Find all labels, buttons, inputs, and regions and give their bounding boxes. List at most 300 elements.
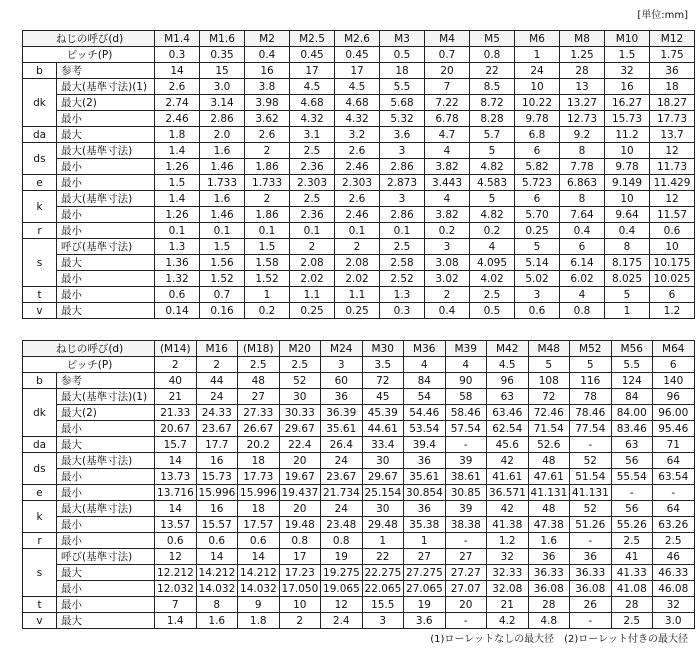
value-cell: 2 (155, 357, 197, 373)
symbol-cell: e (23, 175, 57, 191)
value-cell: 14 (155, 453, 197, 469)
table-row (23, 437, 695, 453)
value-cell: 1.4 (155, 191, 200, 207)
value-cell: 3 (362, 613, 404, 629)
value-cell: 4 (425, 143, 470, 159)
value-cell: 27 (445, 549, 487, 565)
value-cell: 44 (196, 373, 238, 389)
value-cell: 36 (650, 63, 695, 79)
value-cell: 2.5 (238, 357, 280, 373)
value-cell: 5.5 (380, 79, 425, 95)
item-label: 最小 (57, 581, 155, 597)
value-cell: 32 (605, 63, 650, 79)
value-cell: 0.6 (650, 223, 695, 239)
value-cell: 3 (515, 287, 560, 303)
value-cell: 116 (570, 373, 612, 389)
value-cell: 16 (605, 79, 650, 95)
value-cell: 16 (245, 63, 290, 79)
value-cell: 7.64 (560, 207, 605, 223)
value-cell: 25.154 (362, 485, 404, 501)
value-cell: 96 (653, 389, 695, 405)
header-label: ねじの呼び(d) (23, 31, 155, 47)
value-cell: 0.3 (380, 303, 425, 319)
table-row (23, 255, 695, 271)
value-cell: 39 (445, 501, 487, 517)
table-row (23, 517, 695, 533)
value-cell: 48 (238, 373, 280, 389)
value-cell: 2.5 (380, 239, 425, 255)
value-cell: 4.32 (290, 111, 335, 127)
item-label: 最大(基準寸法)(1) (57, 389, 155, 405)
value-cell: 12 (650, 191, 695, 207)
value-cell: 29.67 (279, 421, 321, 437)
value-cell: 2.36 (290, 159, 335, 175)
value-cell: 38.38 (445, 517, 487, 533)
table-row (23, 79, 695, 95)
size-header: M52 (570, 341, 612, 357)
value-cell: 2.6 (245, 127, 290, 143)
value-cell: 56 (611, 501, 653, 517)
table-row (23, 533, 695, 549)
size-header: M39 (445, 341, 487, 357)
value-cell: 0.8 (321, 533, 363, 549)
value-cell: 2.74 (155, 95, 200, 111)
value-cell: 8 (560, 143, 605, 159)
value-cell: 5 (605, 287, 650, 303)
value-cell: 8.025 (605, 271, 650, 287)
value-cell: 0.6 (515, 303, 560, 319)
value-cell: 2.5 (611, 533, 653, 549)
value-cell: 5.82 (515, 159, 560, 175)
value-cell: 44.61 (362, 421, 404, 437)
value-cell: - (653, 485, 695, 501)
value-cell: 3.0 (200, 79, 245, 95)
value-cell: 2.4 (321, 613, 363, 629)
value-cell: 8 (605, 239, 650, 255)
value-cell: 41.131 (570, 485, 612, 501)
value-cell: 4.82 (470, 207, 515, 223)
value-cell: 36 (321, 389, 363, 405)
value-cell: 96 (487, 373, 529, 389)
item-label: 呼び(基準寸法) (57, 549, 155, 565)
value-cell: 13.57 (155, 517, 197, 533)
value-cell: 6.14 (560, 255, 605, 271)
value-cell: 13 (560, 79, 605, 95)
value-cell: 36.08 (570, 581, 612, 597)
value-cell: 1.1 (335, 287, 380, 303)
value-cell: 0.5 (470, 303, 515, 319)
value-cell: - (445, 613, 487, 629)
value-cell: 4.32 (335, 111, 380, 127)
item-label: 最大(基準寸法) (57, 501, 155, 517)
value-cell: 8.28 (470, 111, 515, 127)
value-cell: 0.45 (290, 47, 335, 63)
value-cell: 2 (196, 357, 238, 373)
value-cell: 78 (570, 389, 612, 405)
value-cell: - (570, 533, 612, 549)
value-cell: 15.996 (238, 485, 280, 501)
value-cell: 13.27 (560, 95, 605, 111)
value-cell: 57.54 (445, 421, 487, 437)
value-cell: 5 (470, 191, 515, 207)
value-cell: 10.22 (515, 95, 560, 111)
value-cell: 4.5 (290, 79, 335, 95)
value-cell: 62.54 (487, 421, 529, 437)
header-label: ピッチ(P) (23, 47, 155, 63)
size-header: M2.6 (335, 31, 380, 47)
table-row (23, 389, 695, 405)
value-cell: 13.7 (650, 127, 695, 143)
value-cell: 36.33 (570, 565, 612, 581)
value-cell: 83.46 (611, 421, 653, 437)
value-cell: - (445, 533, 487, 549)
size-header: M20 (279, 341, 321, 357)
value-cell: 18 (650, 79, 695, 95)
value-cell: 32.33 (487, 565, 529, 581)
value-cell: 2.02 (290, 271, 335, 287)
value-cell: 18 (380, 63, 425, 79)
value-cell: 17.7 (196, 437, 238, 453)
size-header: M42 (487, 341, 529, 357)
size-header: M16 (196, 341, 238, 357)
symbol-cell: dk (23, 389, 57, 437)
value-cell: 8.72 (470, 95, 515, 111)
value-cell: 30 (279, 389, 321, 405)
table-row (23, 373, 695, 389)
value-cell: 5 (515, 239, 560, 255)
value-cell: 55.54 (611, 469, 653, 485)
value-cell: 32.08 (487, 581, 529, 597)
value-cell: 12 (650, 143, 695, 159)
value-cell: 2.86 (380, 159, 425, 175)
item-label: 最大(2) (57, 405, 155, 421)
value-cell: 63 (611, 437, 653, 453)
value-cell: 96.00 (653, 405, 695, 421)
value-cell: 1.2 (487, 533, 529, 549)
value-cell: 108 (528, 373, 570, 389)
header-label: ピッチ(P) (23, 357, 155, 373)
value-cell: 4.2 (487, 613, 529, 629)
value-cell: 10 (605, 143, 650, 159)
value-cell: 7 (155, 597, 197, 613)
value-cell: 3.82 (425, 159, 470, 175)
value-cell: 8.175 (605, 255, 650, 271)
value-cell: 15.996 (196, 485, 238, 501)
value-cell: 39.4 (404, 437, 446, 453)
value-cell: 20 (445, 597, 487, 613)
value-cell: 5.14 (515, 255, 560, 271)
value-cell: 20.2 (238, 437, 280, 453)
value-cell: 15.73 (605, 111, 650, 127)
value-cell: 2.08 (335, 255, 380, 271)
value-cell: 1 (245, 287, 290, 303)
value-cell: 2.303 (335, 175, 380, 191)
table-row (23, 111, 695, 127)
value-cell: 6.8 (515, 127, 560, 143)
item-label: 最小 (57, 207, 155, 223)
value-cell: 4.7 (425, 127, 470, 143)
size-header: M56 (611, 341, 653, 357)
value-cell: 27.275 (404, 565, 446, 581)
table-row (23, 223, 695, 239)
value-cell: 39 (445, 453, 487, 469)
value-cell: 1.86 (245, 159, 290, 175)
value-cell: 0.25 (290, 303, 335, 319)
value-cell: 64 (653, 453, 695, 469)
value-cell: 51.26 (570, 517, 612, 533)
value-cell: 2 (425, 287, 470, 303)
value-cell: 26 (570, 597, 612, 613)
value-cell: 11.57 (650, 207, 695, 223)
value-cell: 4 (425, 191, 470, 207)
item-label: 最大(基準寸法) (57, 453, 155, 469)
size-header: M30 (362, 341, 404, 357)
value-cell: 1.46 (200, 159, 245, 175)
spec-table-large (22, 340, 695, 629)
value-cell: 55.26 (611, 517, 653, 533)
value-cell: 0.2 (245, 303, 290, 319)
table-row (23, 341, 695, 357)
value-cell: 6 (650, 287, 695, 303)
value-cell: 0.1 (200, 223, 245, 239)
value-cell: 30.33 (279, 405, 321, 421)
item-label: 最大 (57, 303, 155, 319)
value-cell: 7 (425, 79, 470, 95)
value-cell: 30.85 (445, 485, 487, 501)
value-cell: 0.4 (560, 223, 605, 239)
value-cell: 0.3 (155, 47, 200, 63)
value-cell: 18.27 (650, 95, 695, 111)
table-row (23, 613, 695, 629)
table-row (23, 207, 695, 223)
item-label: 最大 (57, 613, 155, 629)
value-cell: 140 (653, 373, 695, 389)
item-label: 最小 (57, 485, 155, 501)
value-cell: 3.62 (245, 111, 290, 127)
value-cell: 23.67 (321, 469, 363, 485)
value-cell: 3.6 (404, 613, 446, 629)
value-cell: 3.8 (245, 79, 290, 95)
value-cell: 33.4 (362, 437, 404, 453)
value-cell: 9.149 (605, 175, 650, 191)
value-cell: 95.46 (653, 421, 695, 437)
value-cell: 22 (362, 549, 404, 565)
value-cell: 23.48 (321, 517, 363, 533)
value-cell: 35.61 (404, 469, 446, 485)
table-row (23, 63, 695, 79)
value-cell: - (570, 613, 612, 629)
value-cell: 12 (155, 549, 197, 565)
value-cell: 1.2 (650, 303, 695, 319)
value-cell: 17.73 (238, 469, 280, 485)
value-cell: 2 (245, 143, 290, 159)
symbol-cell: ds (23, 143, 57, 175)
value-cell: 6 (560, 239, 605, 255)
value-cell: 0.1 (155, 223, 200, 239)
value-cell: 1.52 (245, 271, 290, 287)
value-cell: 2 (335, 239, 380, 255)
value-cell: 32 (487, 549, 529, 565)
table-row (23, 191, 695, 207)
value-cell: 32 (653, 597, 695, 613)
value-cell: 15.5 (362, 597, 404, 613)
value-cell: 24 (515, 63, 560, 79)
value-cell: 30.854 (404, 485, 446, 501)
value-cell: 0.16 (200, 303, 245, 319)
value-cell: 27.07 (445, 581, 487, 597)
value-cell: 45 (362, 389, 404, 405)
value-cell: 15 (200, 63, 245, 79)
table-row (23, 485, 695, 501)
value-cell: 3 (380, 191, 425, 207)
value-cell: 35.38 (404, 517, 446, 533)
value-cell: 2.08 (290, 255, 335, 271)
value-cell: 51.54 (570, 469, 612, 485)
value-cell: 0.8 (470, 47, 515, 63)
value-cell: 11.429 (650, 175, 695, 191)
value-cell: 10.175 (650, 255, 695, 271)
value-cell: 2.36 (290, 207, 335, 223)
value-cell: 36 (404, 501, 446, 517)
value-cell: 6.02 (560, 271, 605, 287)
value-cell: 36.39 (321, 405, 363, 421)
value-cell: 0.4 (245, 47, 290, 63)
value-cell: 48 (528, 453, 570, 469)
value-cell: 0.7 (425, 47, 470, 63)
value-cell: 58 (445, 389, 487, 405)
value-cell: 1.25 (560, 47, 605, 63)
value-cell: 0.35 (200, 47, 245, 63)
value-cell: 36.571 (487, 485, 529, 501)
value-cell: 2.6 (155, 79, 200, 95)
value-cell: 0.1 (290, 223, 335, 239)
value-cell: 3.6 (380, 127, 425, 143)
value-cell: 47.61 (528, 469, 570, 485)
table-row (23, 47, 695, 63)
symbol-cell: k (23, 501, 57, 533)
value-cell: 1.46 (200, 207, 245, 223)
item-label: 最小 (57, 469, 155, 485)
value-cell: 16 (196, 501, 238, 517)
value-cell: 5.5 (611, 357, 653, 373)
symbol-cell: ds (23, 453, 57, 485)
value-cell: 19 (404, 597, 446, 613)
value-cell: 16 (196, 453, 238, 469)
symbol-cell: k (23, 191, 57, 223)
value-cell: 21 (155, 389, 197, 405)
value-cell: 8 (560, 191, 605, 207)
value-cell: 24 (321, 501, 363, 517)
value-cell: 4.5 (335, 79, 380, 95)
item-label: 参考 (57, 63, 155, 79)
value-cell: 3 (321, 357, 363, 373)
item-label: 呼び(基準寸法) (57, 239, 155, 255)
value-cell: 3.08 (425, 255, 470, 271)
value-cell: 12.032 (155, 581, 197, 597)
value-cell: 3.14 (200, 95, 245, 111)
value-cell: 4 (470, 239, 515, 255)
value-cell: 20 (279, 453, 321, 469)
value-cell: 0.6 (196, 533, 238, 549)
symbol-cell: b (23, 373, 57, 389)
value-cell: 3.1 (290, 127, 335, 143)
item-label: 最小 (57, 159, 155, 175)
table-row (23, 287, 695, 303)
value-cell: 52 (570, 453, 612, 469)
value-cell: 1.733 (200, 175, 245, 191)
value-cell: 0.1 (245, 223, 290, 239)
value-cell: 4.583 (470, 175, 515, 191)
value-cell: 8.5 (470, 79, 515, 95)
value-cell: 1.5 (200, 239, 245, 255)
size-header: M36 (404, 341, 446, 357)
value-cell: 47.38 (528, 517, 570, 533)
value-cell: 10 (279, 597, 321, 613)
value-cell: 17.23 (279, 565, 321, 581)
value-cell: 53.54 (404, 421, 446, 437)
value-cell: 3 (425, 239, 470, 255)
value-cell: 2.5 (279, 357, 321, 373)
value-cell: 0.8 (560, 303, 605, 319)
value-cell: 22.065 (362, 581, 404, 597)
symbol-cell: da (23, 437, 57, 453)
item-label: 最大 (57, 255, 155, 271)
value-cell: 2.86 (200, 111, 245, 127)
value-cell: 17 (290, 63, 335, 79)
value-cell: 42 (487, 453, 529, 469)
value-cell: 1.56 (200, 255, 245, 271)
value-cell: 52.6 (528, 437, 570, 453)
item-label: 最小 (57, 223, 155, 239)
value-cell: 13.716 (155, 485, 197, 501)
value-cell: 41 (611, 549, 653, 565)
value-cell: 9 (238, 597, 280, 613)
value-cell: 18 (238, 501, 280, 517)
table-row (23, 357, 695, 373)
item-label: 最大(基準寸法)(1) (57, 79, 155, 95)
value-cell: 2.5 (290, 191, 335, 207)
value-cell: 64 (653, 501, 695, 517)
value-cell: 3.2 (335, 127, 380, 143)
value-cell: 0.25 (515, 223, 560, 239)
symbol-cell: e (23, 485, 57, 501)
value-cell: 5.70 (515, 207, 560, 223)
value-cell: 1.52 (200, 271, 245, 287)
table-row (23, 565, 695, 581)
value-cell: 4.68 (335, 95, 380, 111)
value-cell: 5.68 (380, 95, 425, 111)
value-cell: 1.86 (245, 207, 290, 223)
value-cell: 54 (404, 389, 446, 405)
value-cell: 3.443 (425, 175, 470, 191)
size-header: M6 (515, 31, 560, 47)
table-row (23, 469, 695, 485)
value-cell: 1.1 (290, 287, 335, 303)
value-cell: 2.6 (335, 191, 380, 207)
value-cell: 1.26 (155, 207, 200, 223)
value-cell: 22.4 (279, 437, 321, 453)
value-cell: 2.5 (290, 143, 335, 159)
symbol-cell: s (23, 239, 57, 287)
value-cell: 9.64 (605, 207, 650, 223)
value-cell: 4.68 (290, 95, 335, 111)
value-cell: 2 (245, 191, 290, 207)
value-cell: 15.73 (196, 469, 238, 485)
item-label: 最大(基準寸法) (57, 143, 155, 159)
value-cell: 2 (279, 613, 321, 629)
symbol-cell: dk (23, 79, 57, 127)
value-cell: 19.065 (321, 581, 363, 597)
